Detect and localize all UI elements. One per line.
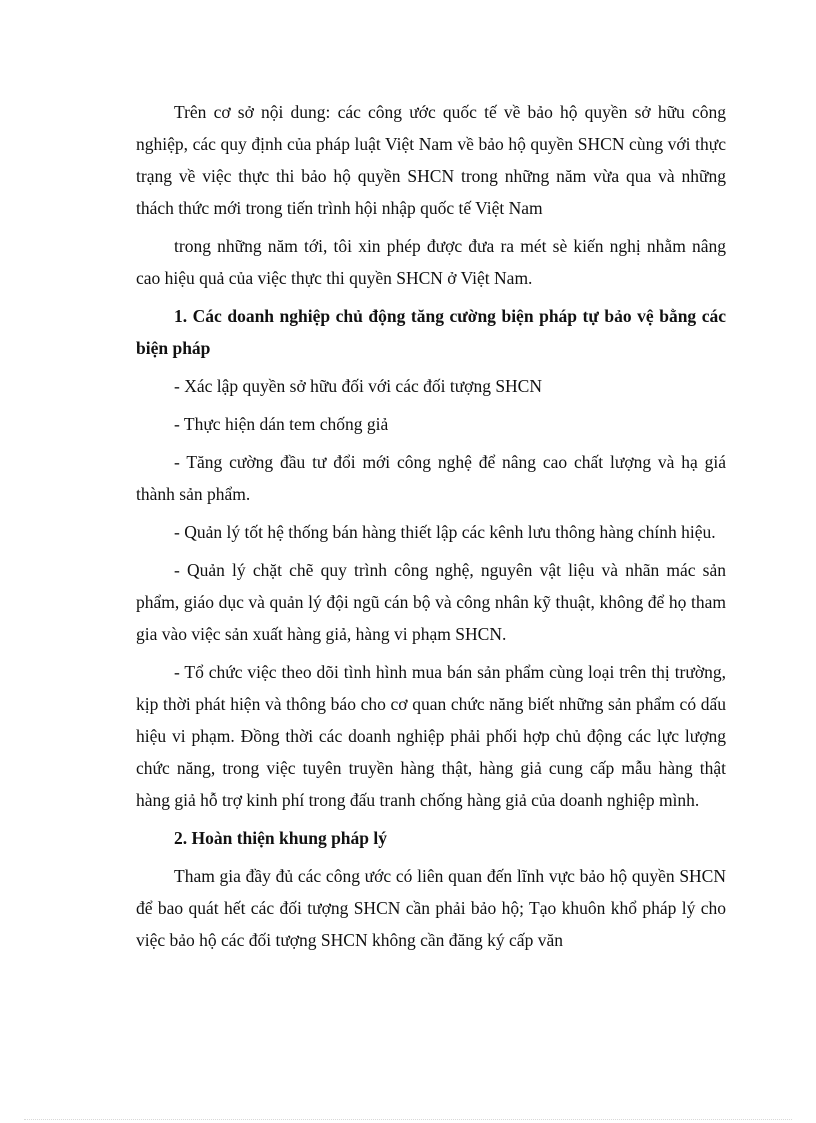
list-item-market-monitoring: - Tổ chức việc theo dõi tình hình mua bán sản phẩm cùng loại trên thị trường, kịp thời phát hiện và thông báo cho cơ quan chức năng biết những sản phẩm có dấu hiệu vi phạm. Đồng thời các doanh nghiệp phải phối hợp chủ động các lực lượng chức năng, trong việc tuyên truyền hàng thật, hàng giả cung cấp mẫu hàng thật hàng giả hỗ trợ kinh phí trong đấu tranh chống hàng giả của doanh nghiệp mình. — [136, 662, 726, 810]
document-page — [136, 96, 726, 962]
section-heading-1: 1. Các doanh nghiệp chủ động tăng cường biện pháp tự bảo vệ bằng các biện pháp — [136, 306, 726, 358]
list-item-anti-counterfeit-stamp: - Thực hiện dán tem chống giả — [174, 414, 389, 434]
list-item-establish-rights: - Xác lập quyền sở hữu đối với các đối tượng SHCN — [174, 376, 542, 396]
section-heading-2: 2. Hoàn thiện khung pháp lý — [174, 828, 388, 848]
paragraph-proposal: trong những năm tới, tôi xin phép được đưa ra mét sè kiến nghị nhằm nâng cao hiệu quả của việc thực thi quyền SHCN ở Việt Nam. — [136, 236, 726, 288]
list-item-process-management: - Quản lý chặt chẽ quy trình công nghệ, nguyên vật liệu và nhãn mác sản phẩm, giáo dục và quản lý đội ngũ cán bộ và công nhân kỹ thuật, không để họ tham gia vào việc sản xuất hàng giả, hàng vi phạm SHCN. — [136, 560, 726, 644]
list-item-technology-investment: - Tăng cường đầu tư đổi mới công nghệ để nâng cao chất lượng và hạ giá thành sản phẩm. — [136, 452, 726, 504]
list-item-sales-system: - Quản lý tốt hệ thống bán hàng thiết lập các kênh lưu thông hàng chính hiệu. — [174, 522, 716, 542]
page-bottom-divider — [24, 1119, 792, 1120]
paragraph-legal-framework: Tham gia đầy đủ các công ước có liên quan đến lĩnh vực bảo hộ quyền SHCN để bao quát hết các đối tượng SHCN cần phải bảo hộ; Tạo khuôn khổ pháp lý cho việc bảo hộ các đối tượng SHCN không cần đăng ký cấp văn — [136, 866, 726, 950]
paragraph-intro: Trên cơ sở nội dung: các công ước quốc tế về bảo hộ quyền sở hữu công nghiệp, các quy định của pháp luật Việt Nam về bảo hộ quyền SHCN cùng với thực trạng về việc thực thi bảo hộ quyền SHCN trong những năm vừa qua và những thách thức mới trong tiến trình hội nhập quốc tế Việt Nam — [136, 102, 726, 218]
